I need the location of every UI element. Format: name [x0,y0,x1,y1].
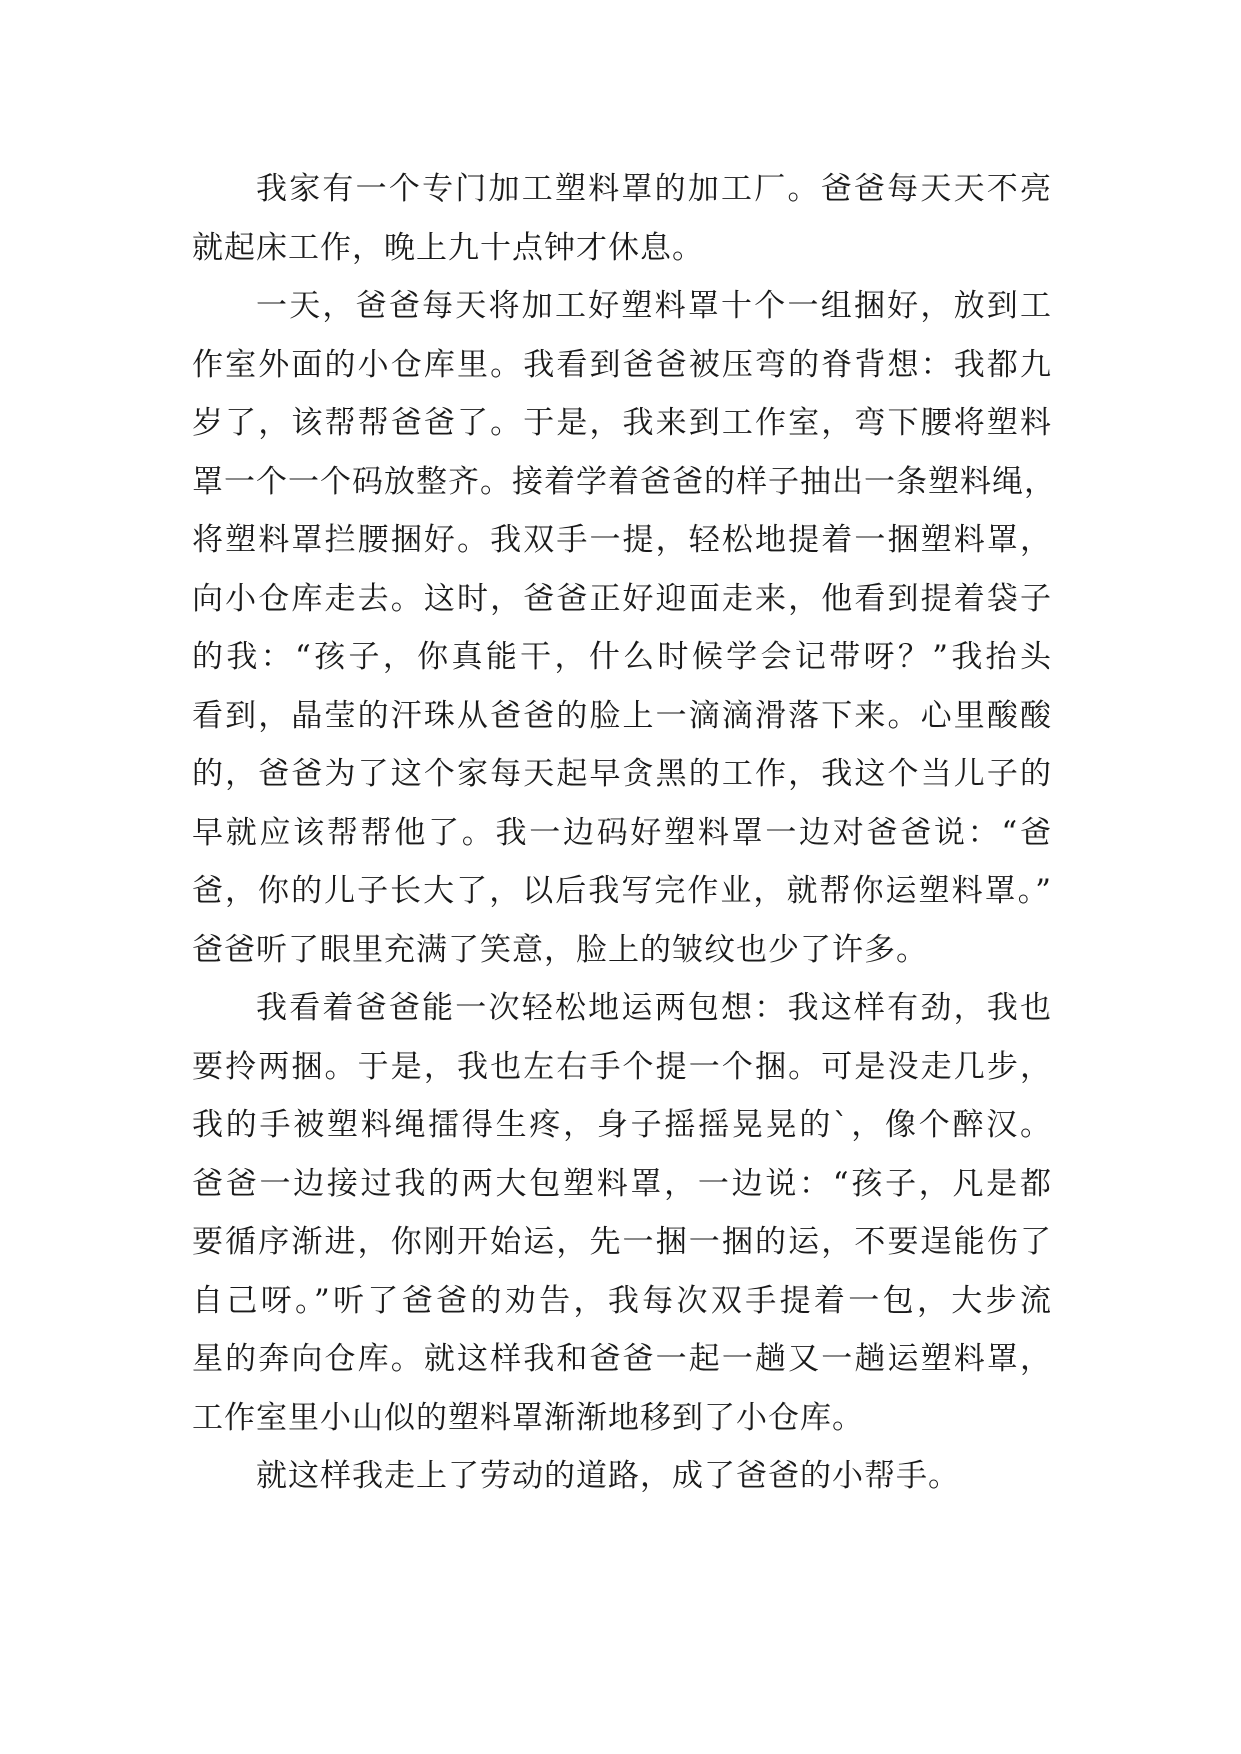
text-line: 爸爸一边接过我的两大包塑料罩，一边说：“孩子，凡是都 [192,1165,1052,1202]
text-line: 作室外面的小仓库里。我看到爸爸被压弯的脊背想：我都九 [192,346,1052,383]
text-line: 星的奔向仓库。就这样我和爸爸一起一趟又一趟运塑料罩， [192,1341,1052,1377]
text-line: 爸，你的儿子长大了，以后我写完作业，就帮你运塑料罩。” [192,873,1052,909]
text-line: 看到，晶莹的汗珠从爸爸的脸上一滴滴滑落下来。心里酸酸 [192,697,1052,734]
essay-body [192,160,1056,1506]
text-line: 工作室里小山似的塑料罩渐渐地移到了小仓库。 [192,1399,864,1436]
text-line: 要循序渐进，你刚开始运，先一捆一捆的运，不要逞能伤了 [192,1224,1052,1260]
text-line: 岁了，该帮帮爸爸了。于是，我来到工作室，弯下腰将塑料 [192,405,1052,441]
text-line: 向小仓库走去。这时，爸爸正好迎面走来，他看到提着袋子 [192,580,1052,617]
text-line: 一天，爸爸每天将加工好塑料罩十个一组捆好，放到工 [256,288,1052,324]
text-line: 爸爸听了眼里充满了笑意，脸上的皱纹也少了许多。 [192,931,928,968]
text-line: 我的手被塑料绳擂得生疼，身子摇摇晃晃的`，像个醉汉。 [192,1107,1052,1143]
text-line: 的我：“孩子，你真能干，什么时候学会记带呀？”我抬头 [192,639,1052,675]
text-line: 就这样我走上了劳动的道路，成了爸爸的小帮手。 [256,1458,960,1494]
text-line: 罩一个一个码放整齐。接着学着爸爸的样子抽出一条塑料绳， [192,463,1056,500]
text-line: 就起床工作，晚上九十点钟才休息。 [192,229,704,266]
text-line: 自己呀。”听了爸爸的劝告，我每次双手提着一包，大步流 [192,1282,1052,1319]
text-line: 我看着爸爸能一次轻松地运两包想：我这样有劲，我也 [256,990,1052,1026]
text-line: 我家有一个专门加工塑料罩的加工厂。爸爸每天天不亮 [256,171,1052,207]
text-line: 将塑料罩拦腰捆好。我双手一提，轻松地提着一捆塑料罩， [192,522,1052,558]
text-line: 的，爸爸为了这个家每天起早贪黑的工作，我这个当儿子的 [192,756,1052,792]
text-line: 早就应该帮帮他了。我一边码好塑料罩一边对爸爸说：“爸 [192,814,1052,851]
text-line: 要拎两捆。于是，我也左右手个提一个捆。可是没走几步， [192,1048,1052,1085]
